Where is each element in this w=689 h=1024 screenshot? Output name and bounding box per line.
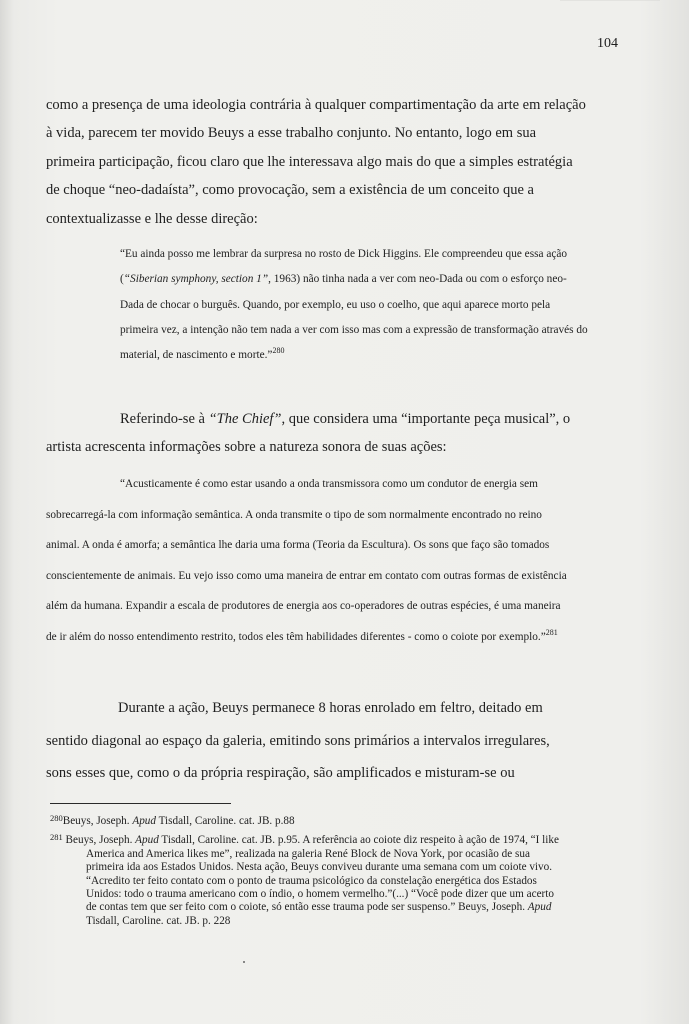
work-title: “The Chief” [208, 411, 282, 427]
quote-text [46, 469, 572, 653]
footnote-281 [50, 831, 560, 928]
footnote-italic: Apud [527, 901, 552, 914]
footnote-text-end: Tisdall, Caroline. cat. JB. p. 228 [86, 914, 231, 927]
scan-artifact [560, 0, 660, 11]
quote-text-end: , 1963) não tinha nada a ver com neo-Dada ou com o esforço neo-Dada de chocar o burguês. Quando, por exemplo, eu uso o coelho, que aqui aparece morto pela primeira vez, a intenção não tem nada a ver com isso mas com a expressão de transformação através do material, de nascimento e morte.” [120, 273, 588, 362]
quote-text-start: “Eu ainda posso me lembrar da surpresa no rosto de Dick Higgins. Ele compreendeu que essa ação ( [120, 248, 568, 286]
quote-work-title: “Siberian symphony, section 1” [123, 273, 269, 286]
quote-text [120, 242, 590, 368]
footnote-text: Beuys, Joseph. [62, 834, 136, 847]
quote-text-body: “Acusticamente é como estar usando a onda transmissora como um condutor de energia sem sobrecarregá-la com informação semântica. A onda transmite o tipo de som normalmente encontrado no reino animal. A onda é amorfa; a semântica lhe daria uma forma (Teoria da Escultura). Os sons que faço são tomados conscientemente de animais. Eu vejo isso como uma maneira de entrar em contato com outras formas de existência além da humana. Expandir a escala de produtores de energia aos co-operadores de outras espécies, é uma maneira de ir além do nosso entendimento restrito, todos eles têm habilidades diferentes - como o coiote por exemplo.” [46, 478, 567, 643]
footnote-text-middle: Tisdall, Caroline. cat. JB. p.95. A referência ao coiote diz respeito à ação de 1974, “I like America and America likes me”, realizada na galeria René Block de Nova York, por ocasião de sua primeira ida aos Estados Unidos. Nesta ação, Beuys conviveu durante uma semana com um coiote vivo. “Acredito ter feito contato com o ponto de trauma psicológico da constelação energética dos Estados Unidos: todo o trauma americano com o índio, o homem vermelho.”(...) “Você pode dizer que um acerto de contas tem que ser feito com o coiote, só então esse trauma pode ser suspenso.” Beuys, Joseph. [86, 834, 559, 914]
footnote-mark: 280 [50, 813, 63, 823]
paragraph-text: Durante a ação, Beuys permanece 8 horas enrolado em feltro, deitado em sentido diagonal ao espaço da galeria, emitindo sons primários a intervalos irregulares, sons esses que, como o da própria respiração, são amplificados e misturam-se ou [46, 700, 550, 781]
paragraph-text-start: Referindo-se à [120, 411, 209, 427]
footnote-280 [50, 812, 560, 828]
footnote-text: Beuys, Joseph. [62, 815, 133, 827]
page-number: 104 [597, 36, 618, 51]
paragraph-text [46, 405, 574, 462]
paragraph-text-end: , que considera uma “importante peça musical”, o artista acrescenta informações sobre a natureza sonora de suas ações: [46, 411, 571, 456]
paragraph-text: como a presença de uma ideologia contrária à qualquer compartimentação da arte em relação à vida, parecem ter movido Beuys a esse trabalho conjunto. No entanto, logo em sua primeira participação, ficou claro que lhe interessava algo mais do que a simples estratégia de choque “neo-dadaísta”, como provocação, sem a existência de um conceito que a contextualizasse e lhe desse direção: [46, 97, 586, 227]
footnote-text-end: Tisdall, Caroline. cat. JB. p.88 [156, 815, 295, 827]
body-paragraph-3 [46, 692, 576, 790]
body-paragraph-2 [46, 405, 574, 462]
scan-dot [243, 961, 245, 963]
block-quote-1 [46, 242, 590, 368]
footnotes [50, 812, 560, 931]
footnote-italic: Apud [132, 815, 156, 827]
footnote-ref-280[interactable]: 280 [272, 346, 285, 356]
footnote-ref-281[interactable]: 281 [545, 627, 558, 637]
block-quote-2 [46, 469, 572, 653]
footnote-italic: Apud [135, 834, 159, 847]
footnote-separator [50, 803, 231, 804]
footnote-mark: 281 [50, 832, 63, 843]
body-paragraph-1 [46, 91, 586, 233]
